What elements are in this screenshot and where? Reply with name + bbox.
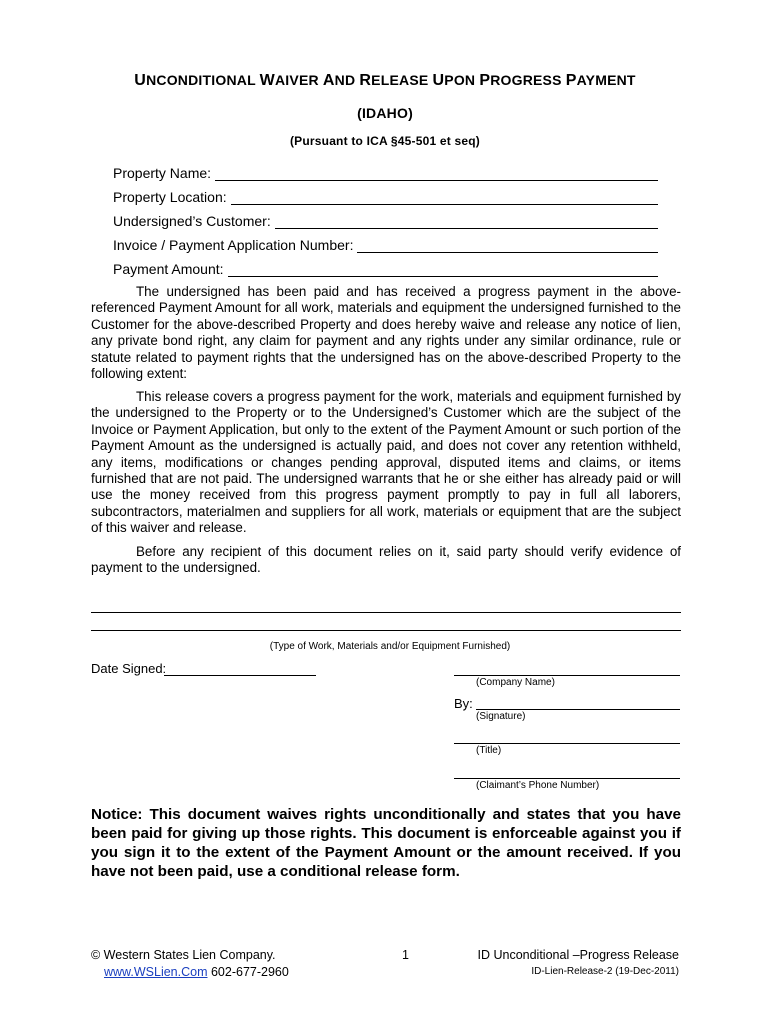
- invoice-field[interactable]: [113, 235, 658, 253]
- work-line-1[interactable]: [91, 612, 681, 613]
- invoice-line[interactable]: [357, 238, 658, 253]
- footer-form-title: ID Unconditional –Progress Release: [477, 948, 679, 962]
- company-name-line[interactable]: [454, 662, 680, 676]
- document-title: UNCONDITIONAL WAIVER AND RELEASE UPON PROGRESS PAYMENT: [134, 72, 636, 89]
- document-statute: (Pursuant to ICA §45-501 et seq): [289, 134, 480, 148]
- date-signed-label: Date Signed:: [91, 661, 167, 676]
- paragraph-coverage: [91, 389, 681, 537]
- property-location-field[interactable]: [113, 187, 658, 205]
- footer-website-link[interactable]: www.WSLien.Com: [104, 965, 208, 979]
- title-caption: (Title): [476, 745, 502, 756]
- paragraph-waiver-text: The undersigned has been paid and has received a progress payment in the above-referenced Payment Amount for all work, materials and equipment the undersigned furnished to the Customer for the above-described Property and does hereby waive and release any notice of lien, any private bond right, any claim for payment and any rights under any similar ordinance, rule or statute related to payment rights that the undersigned has on the above-described Property to the following extent:: [91, 284, 681, 382]
- customer-label: Undersigned’s Customer:: [113, 213, 271, 229]
- payment-amount-field[interactable]: [113, 259, 658, 277]
- paragraph-waiver: [91, 284, 681, 382]
- title-line[interactable]: [454, 730, 680, 744]
- date-signed-line[interactable]: [164, 662, 316, 676]
- customer-field[interactable]: [113, 211, 658, 229]
- property-name-field[interactable]: [113, 163, 658, 181]
- signature-caption: (Signature): [476, 711, 526, 722]
- signature-line[interactable]: [476, 696, 680, 710]
- payment-amount-label: Payment Amount:: [113, 261, 224, 277]
- page-number: 1: [402, 948, 409, 962]
- work-caption: (Type of Work, Materials and/or Equipment Furnished): [269, 641, 511, 652]
- work-line-2[interactable]: [91, 630, 681, 631]
- invoice-label: Invoice / Payment Application Number:: [113, 237, 354, 253]
- document-state: (IDAHO): [357, 105, 413, 121]
- property-location-label: Property Location:: [113, 189, 227, 205]
- paragraph-verify: [91, 544, 681, 577]
- company-name-caption: (Company Name): [476, 677, 555, 688]
- by-label: By:: [454, 696, 473, 711]
- property-name-label: Property Name:: [113, 165, 212, 181]
- property-name-line[interactable]: [215, 166, 658, 181]
- footer-company: © Western States Lien Company.: [91, 948, 276, 962]
- phone-caption: (Claimant’s Phone Number): [476, 780, 600, 791]
- notice-text: Notice: This document waives rights unconditionally and states that you have been paid for giving up those rights. This document is enforceable against you if you sign it to the extent of the Payment Amount or the amount received. If you have not been paid, use a conditional release form.: [91, 806, 681, 880]
- payment-amount-line[interactable]: [228, 262, 658, 277]
- footer-form-code: ID-Lien-Release-2 (19-Dec-2011): [531, 966, 679, 977]
- property-location-line[interactable]: [231, 190, 658, 205]
- customer-line[interactable]: [275, 214, 658, 229]
- footer-contact: [104, 965, 289, 979]
- footer-phone: 602-677-2960: [210, 965, 289, 979]
- paragraph-verify-text: Before any recipient of this document relies on it, said party should verify evidence of payment to the undersigned.: [91, 544, 681, 576]
- paragraph-coverage-text: This release covers a progress payment for the work, materials and equipment furnished by the undersigned to the Property or to the Undersigned’s Customer which are the subject of the Invoice or Payment Application, but only to the extent of the Payment Amount or such portion of the Payment Amount as the undersigned is actually paid, and does not cover any retention withheld, any items, modifications or changes pending approval, disputed items and claims, or items furnished that are not paid. The undersigned warrants that he or she either has already paid or will use the money received from this progress payment promptly to pay in full all laborers, subcontractors, materialmen and suppliers for all work, materials or equipment that are the subject of this waiver and release.: [91, 389, 681, 536]
- phone-line[interactable]: [454, 765, 680, 779]
